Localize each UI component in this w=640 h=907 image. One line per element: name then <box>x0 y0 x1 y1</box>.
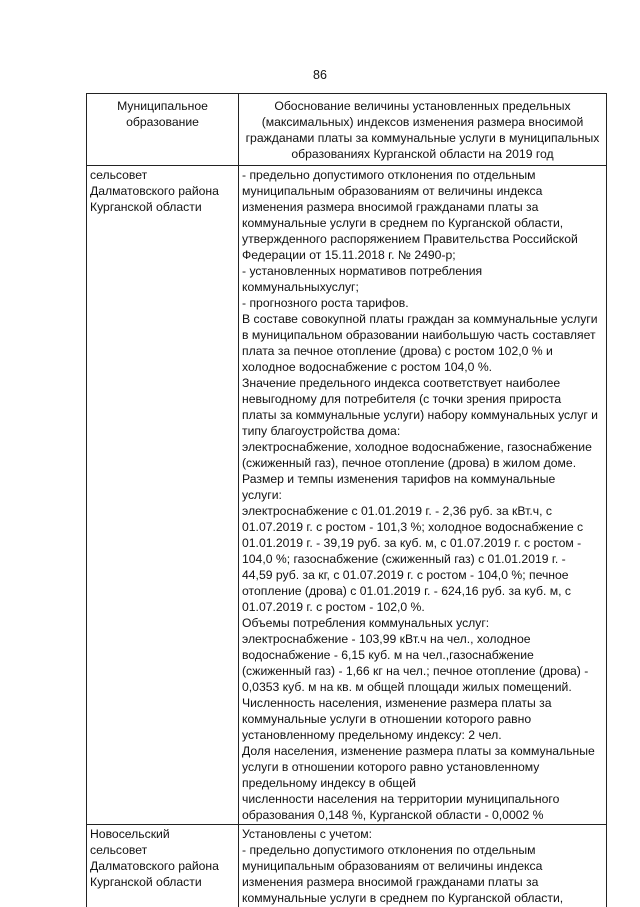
justification-line: услуги в отношении которого равно установленному <box>242 759 603 775</box>
justification-line: муниципальным образованиям от величины индекса <box>242 183 603 199</box>
justification-line: 44,59 руб. за кг, с 01.07.2019 г. с ростом - 104,0 %; печное <box>242 567 603 583</box>
justification-line: коммунальные услуги в среднем по Курганской области, <box>242 890 603 906</box>
header-text-line: гражданами платы за коммунальные услуги в муниципальных <box>242 130 603 146</box>
municipality-line: Далматовского района <box>90 858 235 874</box>
justification-line: - предельно допустимого отклонения по отдельным <box>242 842 603 858</box>
justification-line: услуги: <box>242 487 603 503</box>
justification-line: - прогнозного роста тарифов. <box>242 295 603 311</box>
header-text-line: Муниципальное <box>90 98 235 114</box>
municipality-line: сельсовет <box>90 167 235 183</box>
table-row <box>87 825 607 907</box>
justification-line: невыгодному для потребителя (с точки зрения прироста <box>242 391 603 407</box>
justification-line: - установленных нормативов потребления <box>242 263 603 279</box>
header-text-line: Обоснование величины установленных предельных <box>242 98 603 114</box>
justification-line: Значение предельного индекса соответствует наиболее <box>242 375 603 391</box>
justification-line: платы за коммунальные услуги) набору коммунальных услуг и <box>242 407 603 423</box>
justification-line: (сжиженный газ) - 1,66 кг на чел.; печное отопление (дрова) - <box>242 663 603 679</box>
justification-line: холодное водоснабжение с ростом 104,0 %. <box>242 359 603 375</box>
justification-line: 01.01.2019 г. - 39,19 руб. за куб. м, с 01.07.2019 г. с ростом - <box>242 535 603 551</box>
justification-line: образования 0,148 %, Курганской области - 0,0002 % <box>242 807 603 823</box>
justification-line: В составе совокупной платы граждан за коммунальные услуги <box>242 311 603 327</box>
justification-line: коммунальные услуги в среднем по Курганской области, <box>242 215 603 231</box>
municipality-line: Курганской области <box>90 199 235 215</box>
justification-line: (сжиженный газ), печное отопление (дрова) в жилом доме. <box>242 455 603 471</box>
header-text-line: образованиях Курганской области на 2019 год <box>242 146 603 162</box>
justification-line: отопление (дрова) с 01.01.2019 г. - 624,16 руб. за куб. м, с <box>242 583 603 599</box>
justification-line: изменения размера вносимой гражданами платы за <box>242 199 603 215</box>
header-municipality <box>87 94 239 166</box>
justification-line: 01.07.2019 г. с ростом - 102,0 %. <box>242 599 603 615</box>
justification-line: плата за печное отопление (дрова) с ростом 102,0 % и <box>242 343 603 359</box>
municipality-line: сельсовет <box>90 842 235 858</box>
justification-line: 104,0 %; газоснабжение (сжиженный газ) с 01.01.2019 г. - <box>242 551 603 567</box>
justification-line: Федерации от 15.11.2018 г. № 2490-р; <box>242 247 603 263</box>
justification-line: изменения размера вносимой гражданами платы за <box>242 874 603 890</box>
justification-line: Установлены с учетом: <box>242 826 603 842</box>
justification-line: типу благоустройства дома: <box>242 423 603 439</box>
header-text-line: (максимальных) индексов изменения размера вносимой <box>242 114 603 130</box>
justification-line: численности населения на территории муниципального <box>242 791 603 807</box>
municipality-line: Курганской области <box>90 874 235 890</box>
justification-line: 01.07.2019 г. с ростом - 101,3 %; холодное водоснабжение с <box>242 519 603 535</box>
justification-line: Объемы потребления коммунальных услуг: <box>242 615 603 631</box>
justification-cell <box>239 166 607 825</box>
justification-line: - предельно допустимого отклонения по отдельным <box>242 167 603 183</box>
justification-line: 0,0353 куб. м на кв. м общей площади жилых помещений. <box>242 679 603 695</box>
header-justification <box>239 94 607 166</box>
justification-line: муниципальным образованиям от величины индекса <box>242 858 603 874</box>
justification-line: электроснабжение, холодное водоснабжение, газоснабжение <box>242 439 603 455</box>
municipality-line: Далматовского района <box>90 183 235 199</box>
municipality-cell <box>87 166 239 825</box>
justification-line: электроснабжение с 01.01.2019 г. - 2,36 руб. за кВт.ч, с <box>242 503 603 519</box>
justification-line: Численность населения, изменение размера платы за <box>242 695 603 711</box>
justification-line: в муниципальном образовании наибольшую часть составляет <box>242 327 603 343</box>
justification-line: предельному индексу в общей <box>242 775 603 791</box>
justification-line: коммунальные услуги в отношении которого равно <box>242 711 603 727</box>
justification-cell <box>239 825 607 907</box>
table-header-row <box>87 94 607 166</box>
justification-table <box>86 93 607 907</box>
justification-line: Размер и темпы изменения тарифов на коммунальные <box>242 471 603 487</box>
justification-line: утвержденного распоряжением Правительства Российской <box>242 231 603 247</box>
justification-line: водоснабжение - 6,15 куб. м на чел.,газоснабжение <box>242 647 603 663</box>
municipality-line: Новосельский <box>90 826 235 842</box>
justification-line: установленному предельному индексу: 2 чел. <box>242 727 603 743</box>
table-row <box>87 166 607 825</box>
justification-line: электроснабжение - 103,99 кВт.ч на чел., холодное <box>242 631 603 647</box>
justification-line: коммунальныхуслуг; <box>242 279 603 295</box>
header-text-line: образование <box>90 114 235 130</box>
page-number: 86 <box>0 68 640 82</box>
municipality-cell <box>87 825 239 907</box>
justification-line: Доля населения, изменение размера платы за коммунальные <box>242 743 603 759</box>
